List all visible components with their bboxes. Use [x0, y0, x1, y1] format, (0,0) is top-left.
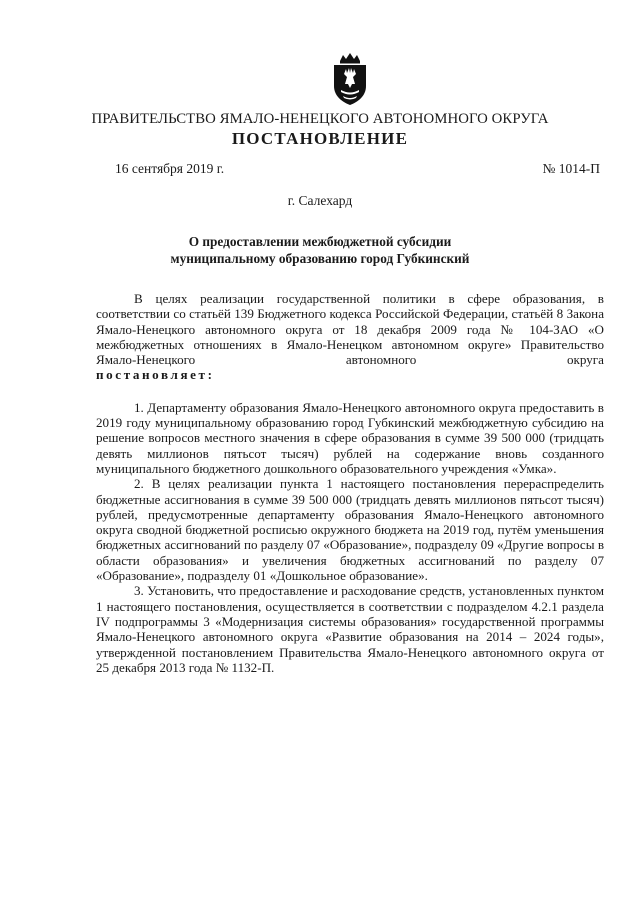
preamble-paragraph: В целях реализации государственной политики в сфере образования, в соответствии со статьёй 139 Бюджетного кодекса Российской Федерации, статьёй 8 Закона Ямало-Ненецкого автономного округа от 18 декабря 2009 года № 104-ЗАО «О межбюджетных отношениях в Ямало-Ненецком автономном округе» Правительство Ямало-Ненецкого автономного округа [96, 291, 604, 368]
government-title: ПРАВИТЕЛЬСТВО ЯМАЛО-НЕНЕЦКОГО АВТОНОМНОГО ОКРУГА [91, 111, 549, 127]
coat-of-arms-icon [331, 52, 369, 106]
document-subject [120, 233, 520, 267]
decree-word: постановляет: [96, 367, 215, 383]
subject-line: О предоставлении межбюджетной субсидии [188, 234, 452, 249]
document-number: № 1014-П [542, 161, 600, 176]
item-paragraph: 1. Департаменту образования Ямало-Ненецкого автономного округа предоставить в 2019 году муниципальному образованию город Губкинский межбюджетную субсидию на решение вопросов местного значения в сфере образования в сумме 39 500 000 (тридцать девять миллионов пятьсот тысяч) рублей на содержание вновь созданного муниципального бюджетного дошкольного образовательного учреждения «Умка». [96, 399, 604, 476]
item-paragraph: 2. В целях реализации пункта 1 настоящего постановления перераспределить бюджетные ассигнования в сумме 39 500 000 (тридцать девять миллионов пятьсот тысяч) рублей, предусмотренные департаменту образования Ямало-Ненецкого автономного округа сводной бюджетной росписью окружного бюджета на 2019 год, путём уменьшения бюджетных ассигнований по разделу 07 «Образование», подразделу 09 «Другие вопросы в области образования» и увеличения бюджетных ассигнований по разделу 07 «Образование», подразделу 01 «Дошкольное образование». [96, 476, 605, 584]
item-paragraph: 3. Установить, что предоставление и расходование средств, установленных пунктом 1 настоящего постановления, осуществляется в соответствии с подразделом 4.2.1 раздела IV подпрограммы 3 «Модернизация системы образования» государственной программы Ямало-Ненецкого автономного округа «Развитие образования на 2014 – 2024 годы», утвержденной постановлением Правительства Ямало-Ненецкого автономного округа от 25 декабря 2013 года № 1132-П. [96, 583, 604, 675]
document-city: г. Салехард [287, 193, 353, 208]
subject-line: муниципальному образованию город Губкинский [170, 251, 470, 266]
document-type: ПОСТАНОВЛЕНИЕ [231, 129, 409, 148]
document-body [96, 291, 604, 675]
document-date: 16 сентября 2019 г. [115, 161, 225, 176]
